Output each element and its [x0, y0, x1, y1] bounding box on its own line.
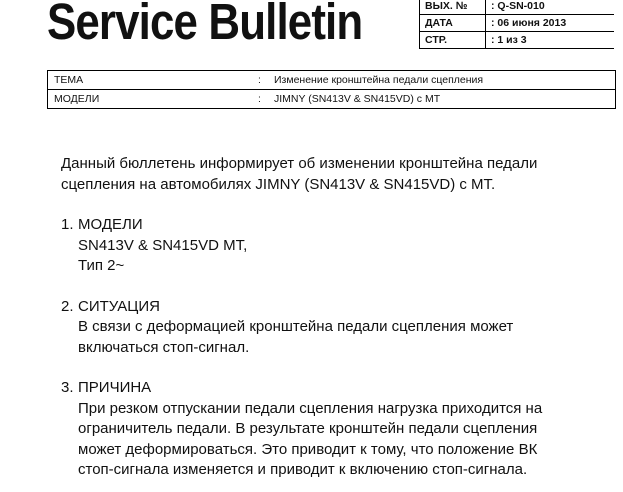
- meta-label: ВЫХ. №: [420, 0, 486, 15]
- section-text: [61, 399, 596, 481]
- section-text: [61, 236, 596, 277]
- bulletin-meta-table: [419, 0, 614, 49]
- section-models: [61, 215, 596, 277]
- section-heading: [61, 215, 596, 236]
- section-number: 2.: [61, 297, 74, 315]
- section-line: При резком отпускании педали сцепления нагрузка приходится на: [78, 399, 543, 417]
- section-number: 1.: [61, 216, 74, 233]
- intro-line: сцепления на автомобилях JIMNY (SN413V & SN415VD) с МТ.: [61, 175, 496, 193]
- intro-line: Данный бюллетень информирует об изменении кронштейна педали: [61, 155, 538, 172]
- info-row-models: [48, 90, 616, 109]
- page-title: Service Bulletin: [47, 0, 363, 50]
- meta-label: ДАТА: [420, 15, 486, 32]
- subject-info-table: [47, 70, 616, 109]
- meta-value: [486, 32, 615, 49]
- meta-colon: :: [491, 34, 495, 46]
- info-colon: :: [258, 71, 268, 90]
- info-colon: :: [258, 90, 268, 109]
- intro-paragraph: [61, 154, 596, 195]
- info-label: ТЕМА: [48, 71, 259, 90]
- meta-value: [486, 15, 615, 32]
- meta-row-date: [420, 15, 615, 32]
- section-line: может деформироваться. Это приводит к тому, что положение ВК: [78, 440, 538, 458]
- info-label: МОДЕЛИ: [48, 90, 259, 109]
- section-line: включаться стоп-сигнал.: [78, 338, 250, 356]
- meta-label: СТР.: [420, 32, 486, 49]
- info-value: Изменение кронштейна педали сцепления: [268, 71, 616, 90]
- meta-colon: :: [491, 17, 495, 29]
- section-situation: [61, 297, 596, 359]
- meta-colon: :: [491, 0, 495, 12]
- meta-page-value: 1 из 3: [497, 34, 527, 46]
- section-title: СИТУАЦИЯ: [78, 297, 161, 315]
- section-cause: [61, 378, 596, 481]
- section-number: 3.: [61, 379, 74, 396]
- section-text: [61, 317, 596, 358]
- section-line: стоп-сигнала изменяется и приводит к включению стоп-сигнала.: [78, 461, 528, 478]
- meta-row-page: [420, 32, 615, 49]
- section-title: ПРИЧИНА: [78, 379, 152, 396]
- section-title: МОДЕЛИ: [78, 216, 143, 233]
- info-row-subject: [48, 71, 616, 90]
- meta-number-value: Q-SN-010: [497, 0, 545, 12]
- meta-row-number: [420, 0, 615, 15]
- bulletin-body: [61, 154, 596, 481]
- section-line: SN413V & SN415VD MT,: [78, 236, 248, 254]
- meta-value: [486, 0, 615, 15]
- section-heading: [61, 378, 596, 399]
- section-line: Тип 2~: [78, 257, 125, 274]
- section-heading: [61, 297, 596, 318]
- info-value: JIMNY (SN413V & SN415VD) с МТ: [268, 90, 616, 109]
- section-line: ограничитель педали. В результате кронштейн педали сцепления: [78, 420, 538, 437]
- section-line: В связи с деформацией кронштейна педали сцепления может: [78, 318, 514, 335]
- meta-date-value: 06 июня 2013: [497, 17, 567, 29]
